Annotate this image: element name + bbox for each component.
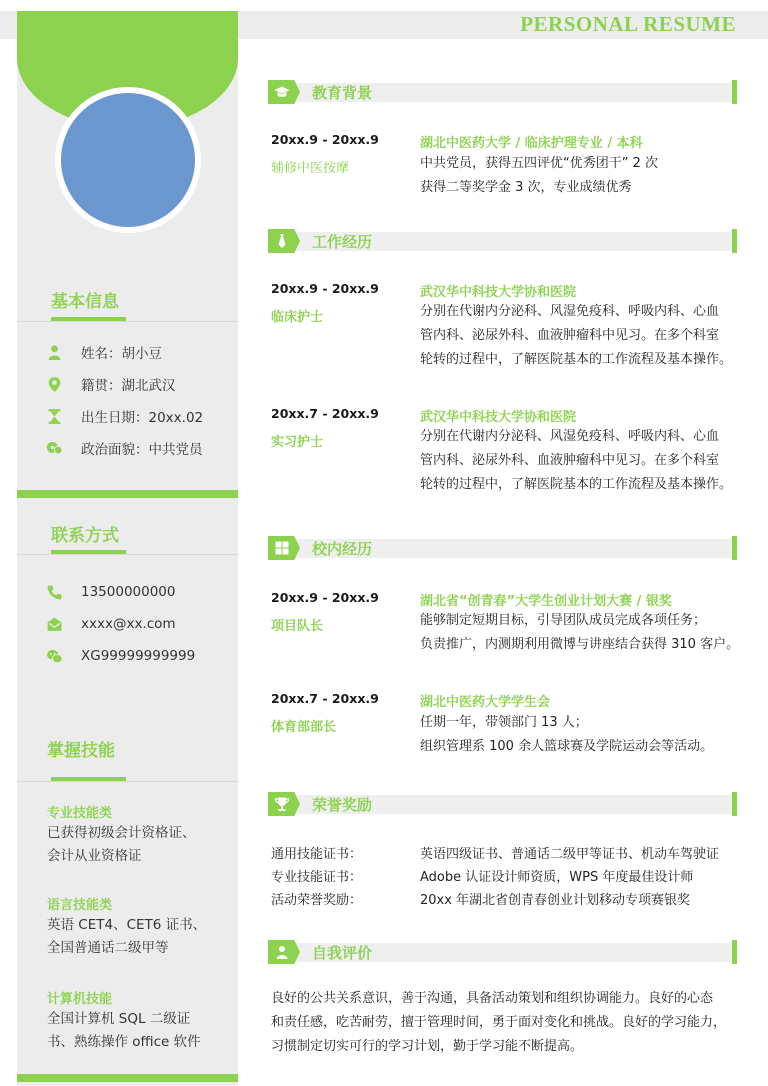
detail-line: 负责推广，内测期利用微博与讲座结合获得 310 客户。 [420,637,740,652]
work-details [420,300,750,372]
campus-title: 校内经历 [312,540,373,558]
info-birthdate-text: 出生日期：20xx.02 [81,410,204,426]
trophy-icon [274,796,290,812]
email-icon [46,616,63,633]
contact-wechat-text: XG99999999999 [81,648,196,664]
info-political [46,438,203,458]
campus-details [420,711,750,759]
wechat-icon [46,648,63,665]
award-label: 通用技能证书： [271,847,363,862]
detail-line: 分别在代谢内分泌科、风湿免疫科、呼吸内科、心血 [420,429,720,444]
education-header [268,80,737,104]
skill-line: 书、熟练操作 office 软件 [47,1034,201,1050]
eval-line: 习惯制定切实可行的学习计划，勤于学习能不断提高。 [271,1039,584,1054]
education-minor: 辅修中医按摩 [271,161,350,176]
skill-category: 专业技能类 [47,806,113,821]
windows-grid-icon [274,540,290,556]
award-value: 英语四级证书、普通话二级甲等证书、机动车驾驶证 [420,847,720,862]
section-badge [268,940,300,964]
contact-title: 联系方式 [51,526,119,546]
section-endcap [732,536,737,560]
detail-line: 获得二等奖学金 3 次，专业成绩优秀 [420,180,632,195]
party-badge-icon [46,440,63,457]
work-role: 实习护士 [271,435,324,450]
award-label: 专业技能证书： [271,870,363,885]
education-title: 教育背景 [312,84,373,102]
detail-line: 分别在代谢内分泌科、风湿免疫科、呼吸内科、心血 [420,304,720,319]
skill-description [47,822,227,868]
skill-description [47,1008,227,1054]
campus-details [420,609,750,657]
hourglass-icon [46,408,63,425]
section-endcap [732,229,737,253]
self-eval-title: 自我评价 [312,944,373,962]
work-header [268,229,737,253]
campus-org: 湖北省“创青春”大学生创业计划大赛 / 银奖 [420,594,672,609]
section-band [17,1074,238,1082]
education-details [420,152,750,200]
person-icon [46,344,63,361]
campus-header [268,536,737,560]
tie-icon [274,233,290,249]
contact-phone [46,582,175,602]
info-birthdate [46,406,203,426]
contact-email-text: xxxx@xx.com [81,616,176,632]
skill-line: 全国普通话二级甲等 [47,940,169,956]
person-card-icon [274,944,290,960]
divider [17,781,238,782]
self-eval-text [271,987,749,1059]
skill-line: 全国计算机 SQL 二级证 [47,1011,191,1027]
honors-header [268,792,737,816]
resume-title: PERSONAL RESUME [520,12,736,36]
award-value: 20xx 年湖北省创青春创业计划移动专项赛银奖 [420,893,691,908]
basic-info-title: 基本信息 [51,292,119,312]
skill-line: 英语 CET4、CET6 证书、 [47,917,207,933]
section-endcap [732,940,737,964]
divider [17,321,238,322]
honors-title: 荣誉奖励 [312,796,373,814]
profile-photo [61,93,195,227]
work-org: 武汉华中科技大学协和医院 [420,285,577,300]
contact-wechat [46,646,195,666]
detail-line: 管内科、泌尿外科、血液肿瘤科中见习。在多个科室 [420,328,720,343]
location-pin-icon [46,376,63,393]
detail-line: 轮转的过程中，了解医院基本的工作流程及基本操作。 [420,477,733,492]
eval-line: 良好的公共关系意识，善于沟通，具备活动策划和组织协调能力。良好的心态 [271,991,714,1006]
award-label: 活动荣誉奖励： [271,893,363,908]
work-title: 工作经历 [312,233,373,251]
section-endcap [732,80,737,104]
section-badge [268,229,300,253]
section-badge [268,80,300,104]
campus-date: 20xx.9 - 20xx.9 [271,590,379,605]
eval-line: 和责任感，吃苦耐劳，擅于管理时间，勇于面对变化和挑战。良好的学习能力， [271,1015,727,1030]
skill-line: 已获得初级会计资格证、 [47,825,196,841]
contact-phone-text: 13500000000 [81,584,176,600]
detail-line: 管内科、泌尿外科、血液肿瘤科中见习。在多个科室 [420,453,720,468]
education-school: 湖北中医药大学 / 临床护理专业 / 本科 [420,136,643,151]
info-name [46,342,162,362]
skill-line: 会计从业资格证 [47,848,142,864]
education-date: 20xx.9 - 20xx.9 [271,132,379,147]
section-band [17,490,238,498]
detail-line: 任期一年，带领部门 13 人； [420,715,588,730]
skill-description [47,914,227,960]
info-political-text: 政治面貌：中共党员 [81,442,203,458]
campus-org: 湖北中医药大学学生会 [420,695,551,710]
contact-email [46,614,176,634]
work-date: 20xx.7 - 20xx.9 [271,406,379,421]
work-details [420,425,750,497]
detail-line: 轮转的过程中，了解医院基本的工作流程及基本操作。 [420,352,733,367]
phone-icon [46,584,63,601]
work-role: 临床护士 [271,310,324,325]
campus-date: 20xx.7 - 20xx.9 [271,691,379,706]
skill-category: 计算机技能 [47,992,113,1007]
divider [17,554,238,555]
graduation-cap-icon [274,84,290,100]
detail-line: 组织管理系 100 余人篮球赛及学院运动会等活动。 [420,739,714,754]
section-badge [268,792,300,816]
campus-role: 体育部部长 [271,720,337,735]
info-hometown-text: 籍贯：湖北武汉 [81,378,176,394]
section-badge [268,536,300,560]
work-date: 20xx.9 - 20xx.9 [271,281,379,296]
info-hometown [46,374,176,394]
section-endcap [732,792,737,816]
info-name-text: 姓名：胡小豆 [81,346,162,362]
detail-line: 中共党员，获得五四评优“优秀团干” 2 次 [420,156,659,171]
skill-category: 语言技能类 [47,898,113,913]
campus-role: 项目队长 [271,619,324,634]
award-value: Adobe 认证设计师资质，WPS 年度最佳设计师 [420,870,694,885]
detail-line: 能够制定短期目标，引导团队成员完成各项任务； [420,613,707,628]
skills-title: 掌握技能 [47,741,115,761]
work-org: 武汉华中科技大学协和医院 [420,410,577,425]
self-eval-header [268,940,737,964]
